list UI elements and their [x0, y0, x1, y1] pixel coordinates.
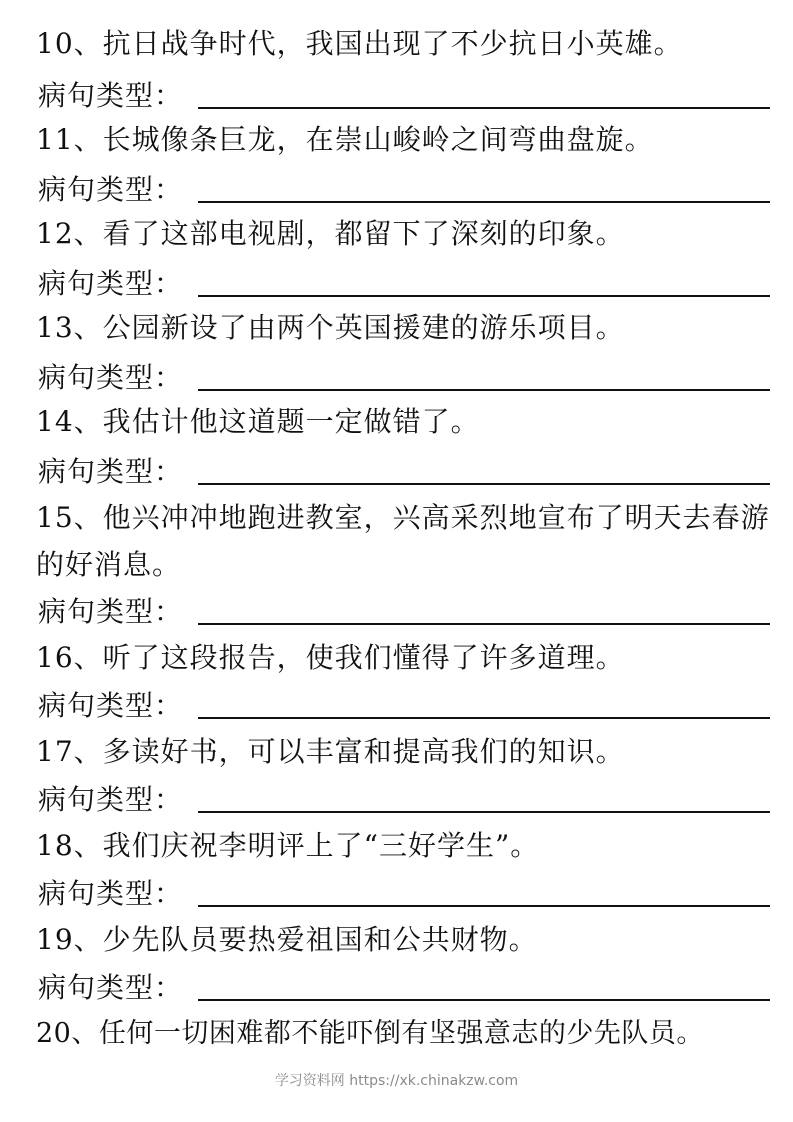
question-16: 16、听了这段报告，使我们懂得了许多道理。	[36, 641, 625, 674]
question-18: 18、我们庆祝李明评上了“三好学生”。	[36, 829, 540, 862]
answer-blank-17[interactable]	[198, 811, 770, 813]
answer-blank-16[interactable]	[198, 717, 770, 719]
answer-blank-13[interactable]	[198, 389, 770, 391]
answer-label: 病句类型：	[38, 79, 184, 112]
answer-row-16	[38, 682, 778, 729]
question-19: 19、少先队员要热爱祖国和公共财物。	[36, 923, 538, 956]
answer-row-17	[38, 776, 778, 823]
answer-label: 病句类型：	[38, 267, 184, 300]
answer-row-12	[38, 260, 778, 307]
question-10: 10、抗日战争时代，我国出现了不少抗日小英雄。	[36, 27, 683, 60]
answer-row-18	[38, 870, 778, 917]
answer-blank-14[interactable]	[198, 483, 770, 485]
answer-row-11	[38, 166, 778, 213]
answer-row-13	[38, 354, 778, 401]
answer-label: 病句类型：	[38, 689, 184, 722]
answer-label: 病句类型：	[38, 877, 184, 910]
answer-label: 病句类型：	[38, 361, 184, 394]
answer-label: 病句类型：	[38, 455, 184, 488]
answer-blank-19[interactable]	[198, 999, 770, 1001]
question-15: 15、他兴冲冲地跑进教室，兴高采烈地宣布了明天去春游的好消息。	[36, 501, 770, 581]
footer-watermark: 学习资料网 https://xk.chinakzw.com	[274, 1073, 519, 1089]
question-11: 11、长城像条巨龙，在崇山峻岭之间弯曲盘旋。	[36, 123, 654, 156]
question-17: 17、多读好书，可以丰富和提高我们的知识。	[36, 735, 625, 768]
answer-row-15	[38, 588, 778, 635]
answer-blank-15[interactable]	[198, 623, 770, 625]
answer-label: 病句类型：	[38, 783, 184, 816]
question-12: 12、看了这部电视剧，都留下了深刻的印象。	[36, 217, 625, 250]
answer-label: 病句类型：	[38, 971, 184, 1004]
question-13: 13、公园新设了由两个英国援建的游乐项目。	[36, 311, 625, 344]
answer-blank-12[interactable]	[198, 295, 770, 297]
answer-row-19	[38, 964, 778, 1011]
answer-row-14	[38, 448, 778, 495]
answer-row-10	[38, 72, 778, 119]
answer-blank-10[interactable]	[198, 107, 770, 109]
question-20: 20、任何一切困难都不能吓倒有坚强意志的少先队员。	[36, 1018, 704, 1049]
answer-label: 病句类型：	[38, 595, 184, 628]
answer-blank-18[interactable]	[198, 905, 770, 907]
answer-blank-11[interactable]	[198, 201, 770, 203]
answer-label: 病句类型：	[38, 173, 184, 206]
question-14: 14、我估计他这道题一定做错了。	[36, 405, 480, 438]
